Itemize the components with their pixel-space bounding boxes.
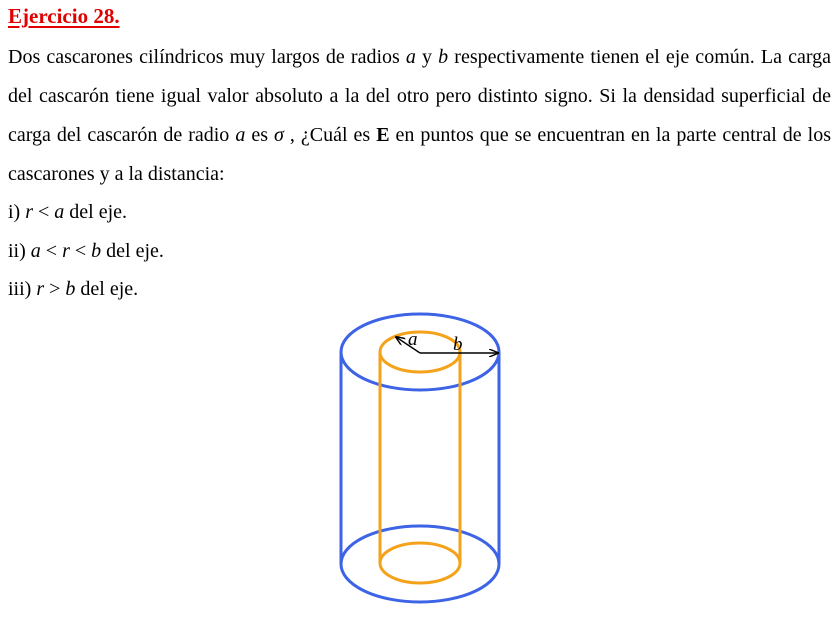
var-b: b: [438, 46, 449, 68]
sigma-symbol: σ: [273, 124, 284, 146]
statement-text-4: es: [245, 124, 274, 146]
var-a: a: [54, 201, 65, 223]
outer-cylinder: [341, 314, 499, 602]
operator: <: [33, 201, 55, 223]
exercise-title: Ejercicio 28.: [8, 4, 120, 28]
radius-a-label: a: [408, 329, 418, 350]
var-a: a: [30, 240, 41, 262]
item-prefix: iii): [8, 278, 37, 300]
inner-cylinder: [380, 332, 460, 583]
electric-field-symbol: E: [376, 124, 390, 146]
var-a: a: [235, 124, 246, 146]
inner-top-ellipse: [380, 332, 460, 372]
operator: >: [44, 278, 66, 300]
item-prefix: ii): [8, 240, 31, 262]
statement-text-5: , ¿Cuál es: [283, 124, 377, 146]
operator: <: [69, 240, 92, 262]
item-prefix: i): [8, 201, 26, 223]
item-suffix: del eje.: [101, 240, 164, 262]
var-b: b: [91, 240, 102, 262]
statement-text-6: en puntos que se encuentran en la parte central de los cascarones y a la distancia:: [8, 124, 831, 185]
var-r: r: [36, 278, 45, 300]
outer-top-ellipse: [341, 314, 499, 390]
outer-bottom-back-arc: [341, 526, 499, 564]
var-r: r: [62, 240, 70, 262]
var-a: a: [405, 46, 416, 68]
operator: <: [40, 240, 63, 262]
item-suffix: del eje.: [75, 278, 139, 300]
statement-text-1: Dos cascarones cilíndricos muy largos de radios: [8, 46, 406, 68]
statement-text-3: respectivamente tienen el eje común. La carga del cascarón tiene igual valor absoluto a la del otro pero distinto signo. Si la densidad superficial de carga del cascarón de radio: [8, 46, 832, 146]
statement-text-2: y: [415, 46, 439, 68]
item-suffix: del eje.: [64, 201, 128, 223]
var-r: r: [25, 201, 34, 223]
radius-b-label: b: [453, 334, 463, 355]
inner-bottom-ellipse: [380, 543, 460, 583]
var-b: b: [65, 278, 76, 300]
